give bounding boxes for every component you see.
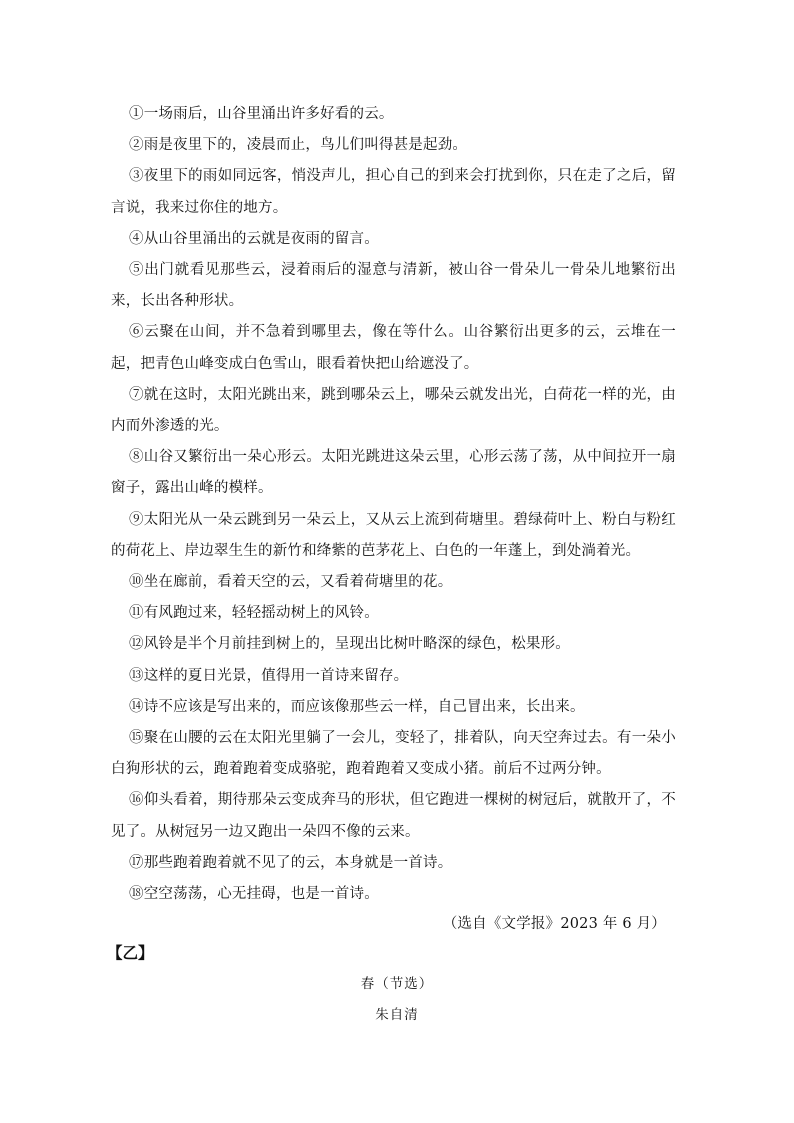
paragraph-8: ⑧山谷又繁衍出一朵心形云。太阳光跳进这朵云里，心形云荡了荡，从中间拉开一扇窗子，露出山峰的模样。 [111, 449, 676, 497]
paragraph-11: ⑪有风跑过来，轻轻摇动树上的风铃。 [129, 605, 379, 622]
paragraph-16: ⑯仰头看着，期待那朵云变成奔马的形状，但它跑进一棵树的树冠后，就散开了，不见了。从树冠另一边又跑出一朵四不像的云来。 [111, 792, 676, 840]
paragraph-10: ⑩坐在廊前，看着天空的云，又看着荷塘里的花。 [129, 574, 453, 591]
paragraph-6: ⑥云聚在山间，并不急着到哪里去，像在等什么。山谷繁衍出更多的云，云堆在一起，把青色山峰变成白色雪山，眼看着快把山给遮没了。 [111, 324, 676, 372]
paragraph-12: ⑫风铃是半个月前挂到树上的，呈现出比树叶略深的绿色，松果形。 [129, 636, 570, 653]
section-b-title: 春（节选） [360, 976, 434, 992]
paragraph-3: ③夜里下的雨如同远客，悄没声儿，担心自己的到来会打扰到你，只在走了之后，留言说，我来过你住的地方。 [111, 168, 676, 216]
paragraph-9: ⑨太阳光从一朵云跳到另一朵云上，又从云上流到荷塘里。碧绿荷叶上、粉白与粉红的荷花上、岸边翠生生的新竹和绛紫的芭茅花上、白色的一年蓬上，到处淌着光。 [111, 511, 676, 559]
paragraph-13: ⑬这样的夏日光景，值得用一首诗来留存。 [129, 667, 409, 684]
paragraph-4: ④从山谷里涌出的云就是夜雨的留言。 [129, 230, 379, 247]
section-b-author: 朱自清 [375, 1007, 419, 1023]
paragraph-5: ⑤出门就看见那些云，浸着雨后的湿意与清新，被山谷一骨朵儿一骨朵儿地繁衍出来，长出各种形状。 [111, 262, 676, 310]
paragraph-17: ⑰那些跑着跑着就不见了的云，本身就是一首诗。 [129, 854, 453, 871]
paragraph-1: ①一场雨后，山谷里涌出许多好看的云。 [129, 106, 394, 122]
section-b-mark: 【乙】 [107, 944, 154, 962]
paragraph-7: ⑦就在这时，太阳光跳出来，跳到哪朵云上，哪朵云就发出光，白荷花一样的光，由内而外渗透的光。 [111, 386, 676, 435]
paragraph-15: ⑮聚在山腰的云在太阳光里躺了一会儿，变轻了，排着队，向天空奔过去。有一朵小白狗形状的云，跑着跑着变成骆驼，跑着跑着又变成小猪。前后不过两分钟。 [111, 730, 676, 778]
article-source: （选自《文学报》2023 年 6 月） [442, 916, 666, 932]
paragraph-2: ②雨是夜里下的，凌晨而止，鸟儿们叫得甚是起劲。 [129, 137, 468, 154]
paragraph-18: ⑱空空荡荡，心无挂碍，也是一首诗。 [129, 886, 379, 903]
article-body [111, 99, 676, 910]
paragraph-14: ⑭诗不应该是写出来的，而应该像那些云一样，自己冒出来，长出来。 [129, 698, 585, 715]
